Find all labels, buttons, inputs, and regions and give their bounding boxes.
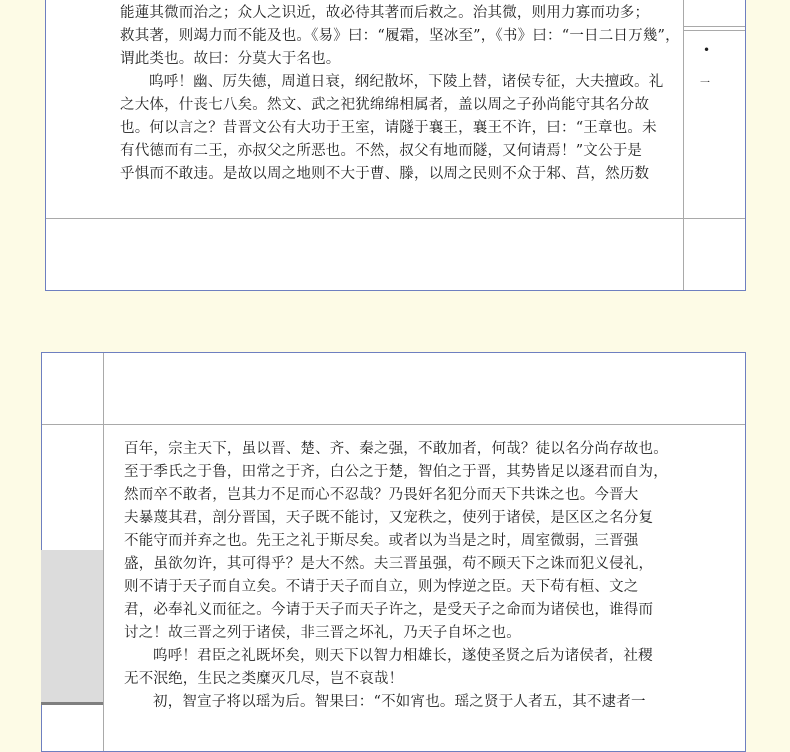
text-line: 呜呼！幽、厉失德，周道日衰，纲纪散坏，下陵上替，诸侯专征，大夫擅政。礼 xyxy=(149,74,664,90)
text-line: 初，智宣子将以瑶为后。智果曰：“不如宵也。瑶之贤于人者五，其不逮者一 xyxy=(153,694,646,710)
text-line: 不能守而并弃之也。先王之礼于斯尽矣。或者以为当是之时，周室微弱，三晋强 xyxy=(124,533,639,549)
text-line: 无不泯绝，生民之类糜灭几尽，岂不哀哉！ xyxy=(124,671,404,687)
text-line: 讨之！故三晋之列于诸侯，非三晋之坏礼，乃天子自坏之也。 xyxy=(124,625,521,641)
upper-page-text xyxy=(120,2,680,186)
margin-grey-block xyxy=(41,550,103,704)
text-line: 乎惧而不敢违。是故以周之地则不大于曹、滕，以周之民则不众于邾、莒，然历数 xyxy=(120,166,650,182)
lower-page-header-rule xyxy=(42,424,745,425)
text-line: 救其著，则竭力而不能及也。《易》曰：“履霜，坚冰至”，《书》曰：“一日二日万幾”， xyxy=(120,28,680,44)
text-line: 然而卒不敢者，岂其力不足而心不忍哉？乃畏奸名犯分而天下共诛之也。今晋大 xyxy=(124,487,639,503)
lower-page-margin-rule xyxy=(103,353,104,751)
lower-page-text xyxy=(124,438,684,714)
upper-page-side-rule-a xyxy=(683,26,745,27)
text-line: 呜呼！君臣之礼既坏矣，则天下以智力相雄长，遂使圣贤之后为诸侯者，社稷 xyxy=(153,648,653,664)
text-line: 也。何以言之？昔晋文公有大功于王室，请隧于襄王，襄王不许，曰：“王章也。未 xyxy=(120,120,657,136)
upper-page-footer-rule xyxy=(46,218,745,219)
margin-glyph: 一 xyxy=(700,78,710,89)
margin-bullet: • xyxy=(703,43,711,57)
text-line: 百年，宗主天下，虽以晋、楚、齐、秦之强，不敢加者，何哉？徒以名分尚存故也。 xyxy=(124,441,668,457)
text-line: 谓此类也。故曰：分莫大于名也。 xyxy=(120,51,341,67)
text-line: 君，必奉礼义而征之。今请于天子而天子许之，是受天子之命而为诸侯也，谁得而 xyxy=(124,602,654,618)
upper-page-margin-rule xyxy=(683,0,684,290)
text-line: 之大体，什丧七八矣。然文、武之祀犹绵绵相属者，盖以周之子孙尚能守其名分故 xyxy=(120,97,650,113)
text-line: 则不请于天子而自立矣。不请于天子而自立，则为悖逆之臣。天下苟有桓、文之 xyxy=(124,579,639,595)
text-line: 夫暴蔑其君，剖分晋国，天子既不能讨，又宠秩之，使列于诸侯，是区区之名分复 xyxy=(124,510,654,526)
margin-grey-rule xyxy=(41,702,103,705)
text-line: 至于季氏之于鲁，田常之于齐，白公之于楚，智伯之于晋，其势皆足以逐君而自为， xyxy=(124,464,668,480)
text-line: 盛，虽欲勿许，其可得乎？是大不然。夫三晋虽强，苟不顾天下之诛而犯义侵礼， xyxy=(124,556,654,572)
text-line: 能蓮其微而治之；众人之识近，故必待其著而后救之。治其微，则用力寡而功多； xyxy=(120,5,650,21)
upper-page-side-rule-b xyxy=(683,30,745,31)
text-line: 有代德而有二王，亦叔父之所恶也。不然，叔父有地而隧，又何请焉！”文公于是 xyxy=(120,143,643,159)
